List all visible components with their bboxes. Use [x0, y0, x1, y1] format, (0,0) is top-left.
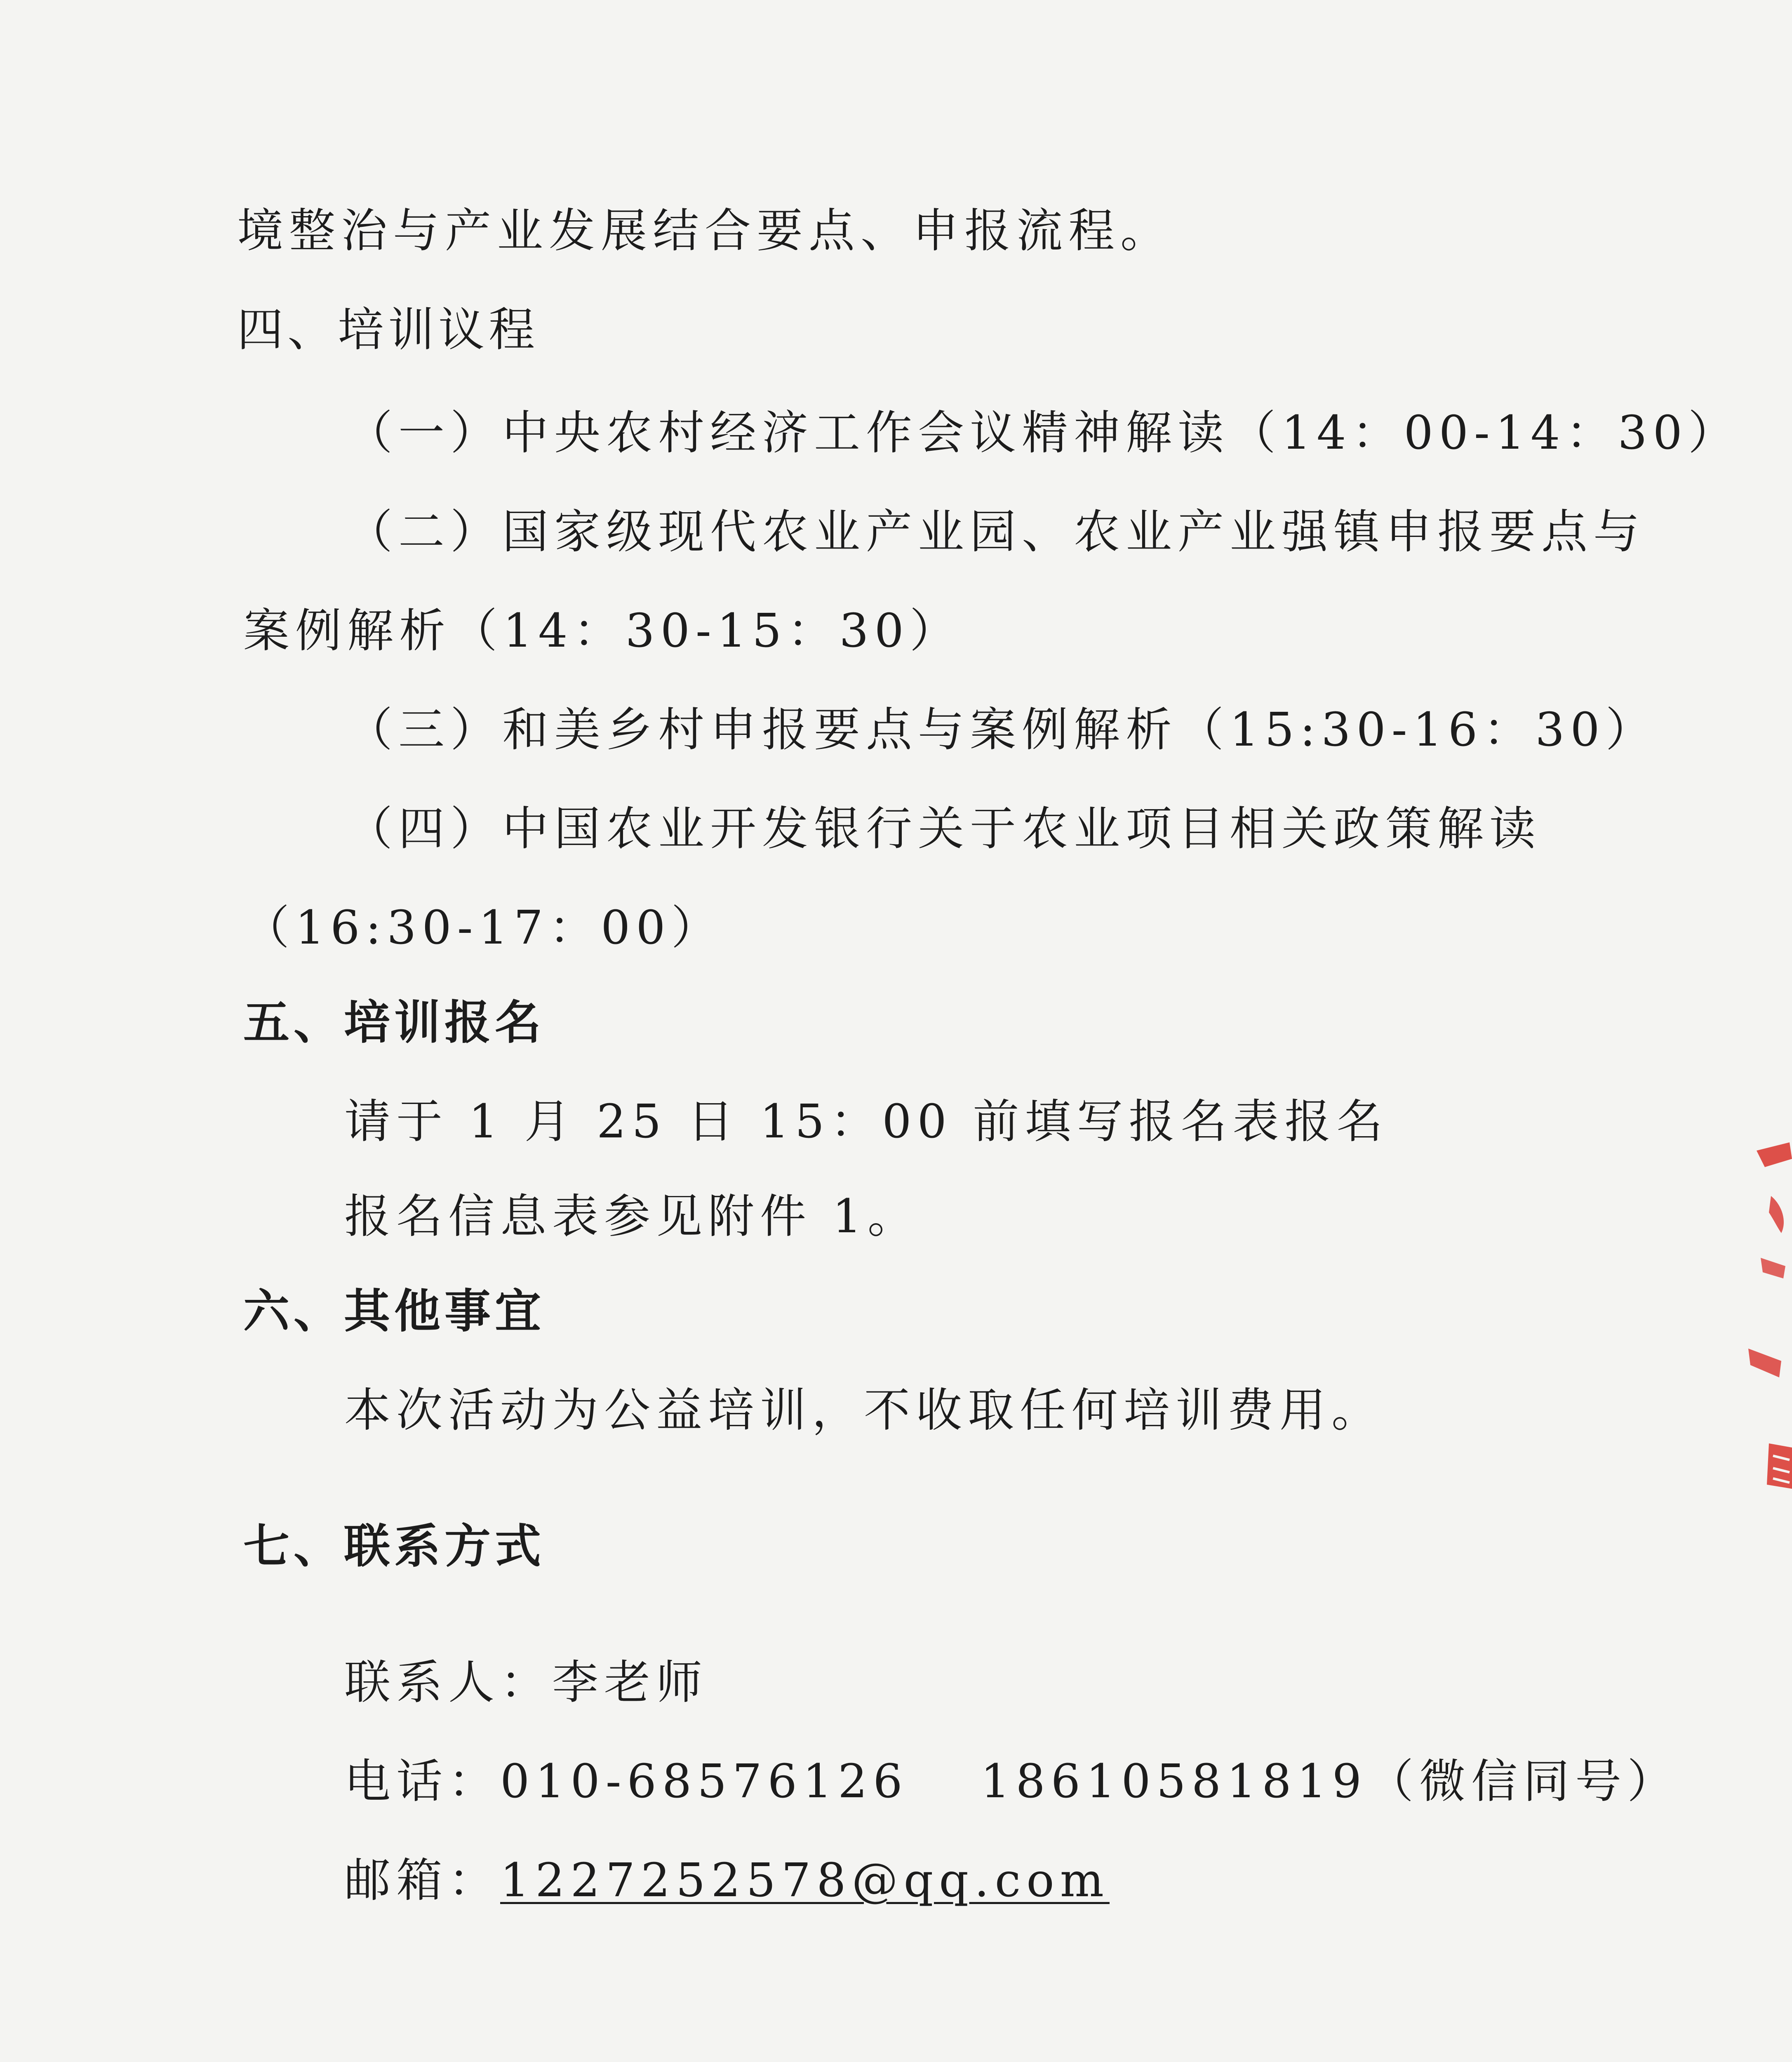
agenda-item-4-line1: （四）中国农业开发银行关于农业项目相关政策解读	[346, 802, 1541, 856]
agenda-item-4-line2: （16:30-17：00）	[243, 901, 723, 955]
contact-email-label: 邮箱：	[344, 1854, 500, 1907]
registration-attachment: 报名信息表参见附件 1。	[344, 1190, 920, 1243]
text-line-intro-continuation: 境整治与产业发展结合要点、申报流程。	[237, 204, 1172, 258]
section-heading-other: 六、其他事宜	[243, 1285, 545, 1338]
contact-email-row	[344, 1852, 1110, 1909]
contact-person: 联系人：李老师	[344, 1656, 708, 1709]
contact-email-link[interactable]: 1227252578@qq.com	[500, 1854, 1110, 1907]
agenda-item-2-line1: （二）国家级现代农业产业园、农业产业强镇申报要点与	[346, 505, 1645, 559]
registration-deadline: 请于 1 月 25 日 15：00 前填写报名表报名	[344, 1095, 1389, 1149]
section-heading-contact: 七、联系方式	[243, 1520, 545, 1573]
section-heading-agenda: 四、培训议程	[237, 303, 539, 357]
agenda-item-3: （三）和美乡村申报要点与案例解析（15:30-16：30）	[346, 703, 1658, 757]
section-heading-registration: 五、培训报名	[243, 996, 545, 1050]
other-matters-text: 本次活动为公益培训，不收取任何培训费用。	[344, 1384, 1383, 1437]
agenda-item-1: （一）中央农村经济工作会议精神解读（14：00-14：30）	[346, 406, 1740, 460]
agenda-item-2-line2: 案例解析（14：30-15：30）	[243, 604, 962, 658]
red-seal-stamp-fragment	[1732, 1134, 1792, 1526]
contact-phone: 电话：010-68576126 18610581819（微信同号）	[344, 1755, 1679, 1808]
